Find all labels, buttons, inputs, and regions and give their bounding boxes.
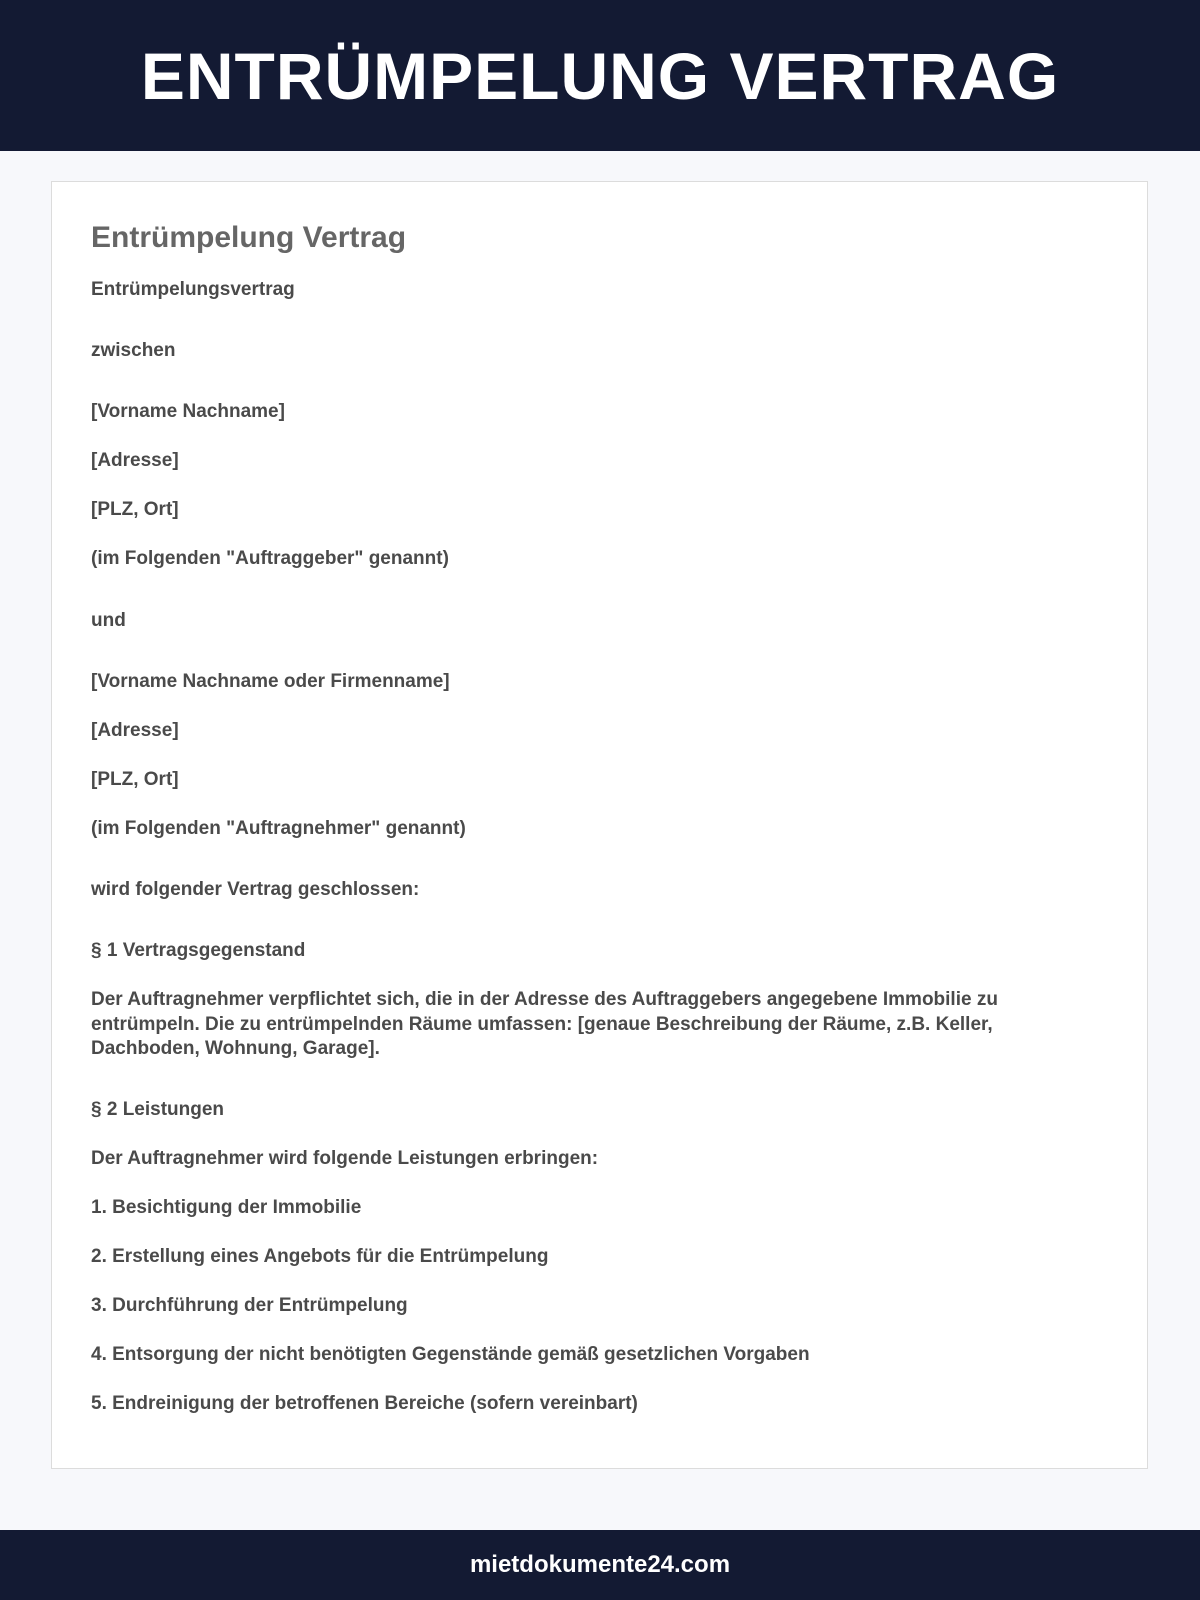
paragraph: [Adresse] [91, 719, 179, 741]
page-footer [0, 1530, 1200, 1600]
section-heading: § 2 Leistungen [91, 1099, 225, 1121]
paragraph: Der Auftragnehmer verpflichtet sich, die in der Adresse des Auftraggebers angegebene Immobilie zu entrümpeln. Die zu entrümpelnden Räume umfassen: [genaue Beschreibung der Räume, z.B. Keller, Dachboden, Wohnung, Garage]. [91, 989, 998, 1060]
paragraph: Entrümpelungsvertrag [91, 279, 295, 300]
list-item: 4. Entsorgung der nicht benötigten Gegenstände gemäß gesetzlichen Vorgaben [91, 1344, 810, 1366]
paragraph: zwischen [91, 340, 176, 362]
paragraph: [Vorname Nachname oder Firmenname] [91, 670, 450, 692]
list-item: 5. Endreinigung der betroffenen Bereiche (sofern vereinbart) [91, 1393, 638, 1415]
paragraph: (im Folgenden "Auftraggeber" genannt) [91, 548, 449, 570]
paragraph: (im Folgenden "Auftragnehmer" genannt) [91, 817, 466, 839]
paragraph: und [91, 609, 126, 631]
paragraph: wird folgender Vertrag geschlossen: [91, 878, 420, 900]
section-heading: § 1 Vertragsgegenstand [91, 940, 306, 962]
paragraph: [Adresse] [91, 450, 179, 472]
list-item: 1. Besichtigung der Immobilie [91, 1197, 362, 1219]
paragraph: [Vorname Nachname] [91, 401, 285, 423]
list-item: 2. Erstellung eines Angebots für die Entrümpelung [91, 1246, 549, 1268]
header-title: ENTRÜMPELUNG VERTRAG [140, 38, 1060, 113]
paragraph: [PLZ, Ort] [91, 768, 179, 790]
document-title: Entrümpelung Vertrag [91, 221, 407, 254]
paragraph: [PLZ, Ort] [91, 499, 179, 521]
footer-site-name: mietdokumente24.com [469, 1551, 731, 1578]
list-item: 3. Durchführung der Entrümpelung [91, 1295, 408, 1317]
paragraph: Der Auftragnehmer wird folgende Leistungen erbringen: [91, 1148, 599, 1170]
document-card [51, 181, 1148, 1469]
document-content [91, 216, 1087, 1417]
page-header [0, 0, 1200, 151]
